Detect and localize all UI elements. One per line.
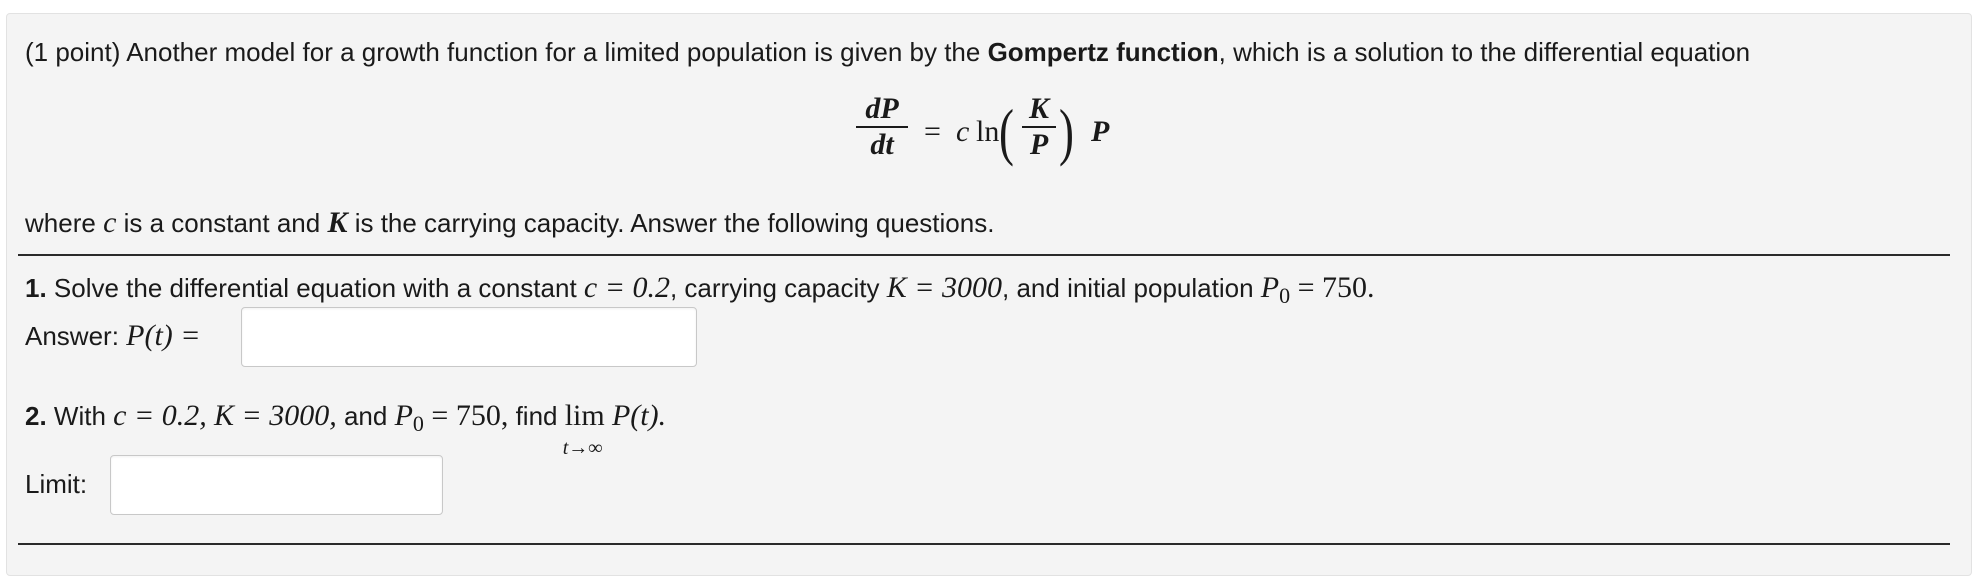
var-c-inline: c xyxy=(103,206,117,239)
gompertz-function-term: Gompertz function xyxy=(987,37,1219,67)
k-over-p-fraction xyxy=(1022,92,1056,162)
where-text-3: is the carrying capacity. Answer the following questions. xyxy=(354,208,995,238)
answer-label: Answer: xyxy=(25,321,119,351)
lim-subscript: t→∞ xyxy=(562,437,603,459)
ln-operator: ln xyxy=(976,115,1000,148)
limit-expression: P(t). xyxy=(611,399,667,432)
equals-sign: = xyxy=(924,115,941,148)
p-denominator: P xyxy=(1029,128,1049,161)
open-paren: ( xyxy=(999,96,1014,167)
question-2-p0-symbol: P xyxy=(394,399,413,432)
question-2 xyxy=(25,399,667,459)
limit-input[interactable] xyxy=(110,455,443,515)
question-2-number: 2. xyxy=(25,401,47,431)
intro-text: Another model for a growth function for a limited population is given by the xyxy=(126,37,981,67)
where-text-2: is a constant and xyxy=(123,208,321,238)
question-1-number: 1. xyxy=(25,273,47,303)
question-1-p0 xyxy=(1260,271,1375,308)
limit-label: Limit: xyxy=(25,469,88,499)
question-2-text-a: With xyxy=(53,401,106,431)
question-2-k-eq: K = 3000, xyxy=(213,399,337,432)
question-2-text-c: find xyxy=(515,401,558,431)
question-2-p0-value: = 750, xyxy=(431,399,509,432)
question-1-k-value xyxy=(887,271,1002,304)
k-numerator: K xyxy=(1028,92,1049,125)
question-1-c-eq: c = 0.2 xyxy=(583,271,670,304)
where-line xyxy=(25,207,994,239)
bottom-divider xyxy=(18,543,1950,545)
limit-operator xyxy=(562,399,605,459)
question-1 xyxy=(25,272,1375,306)
points-label: (1 point) xyxy=(25,37,121,67)
answer-input[interactable] xyxy=(241,307,697,367)
limit-row xyxy=(25,468,87,500)
question-1-text-a: Solve the differential equation with a constant xyxy=(53,273,577,303)
intro-line xyxy=(25,36,1750,68)
answer-math: P(t) = xyxy=(126,319,201,352)
question-2-p0 xyxy=(394,399,509,436)
question-2-text-b: and xyxy=(343,401,388,431)
intro-text-after: , which is a solution to the differential equation xyxy=(1218,37,1751,67)
lhs-numerator: dP xyxy=(865,92,899,125)
question-1-p0-value: = 750. xyxy=(1297,271,1375,304)
question-1-k-eq: K = 3000 xyxy=(886,271,1003,304)
question-1-p0-sub: 0 xyxy=(1279,283,1291,308)
close-paren: ) xyxy=(1059,96,1074,167)
question-1-p0-symbol: P xyxy=(1260,271,1280,304)
var-c: c xyxy=(956,115,970,148)
question-1-text-b: , carrying capacity xyxy=(669,273,880,303)
question-2-p0-sub: 0 xyxy=(412,411,424,436)
lhs-fraction xyxy=(856,92,908,162)
question-2-c-eq: c = 0.2, xyxy=(113,399,207,432)
answer-row xyxy=(25,320,201,352)
var-p: P xyxy=(1091,115,1110,148)
section-divider xyxy=(18,254,1950,256)
lim-text: lim xyxy=(564,399,605,432)
var-k-inline: K xyxy=(327,206,348,239)
question-1-text-c: , and initial population xyxy=(1002,273,1254,303)
lhs-denominator: dt xyxy=(870,128,894,161)
where-text-1: where xyxy=(25,208,96,238)
question-1-c-value xyxy=(584,271,670,304)
